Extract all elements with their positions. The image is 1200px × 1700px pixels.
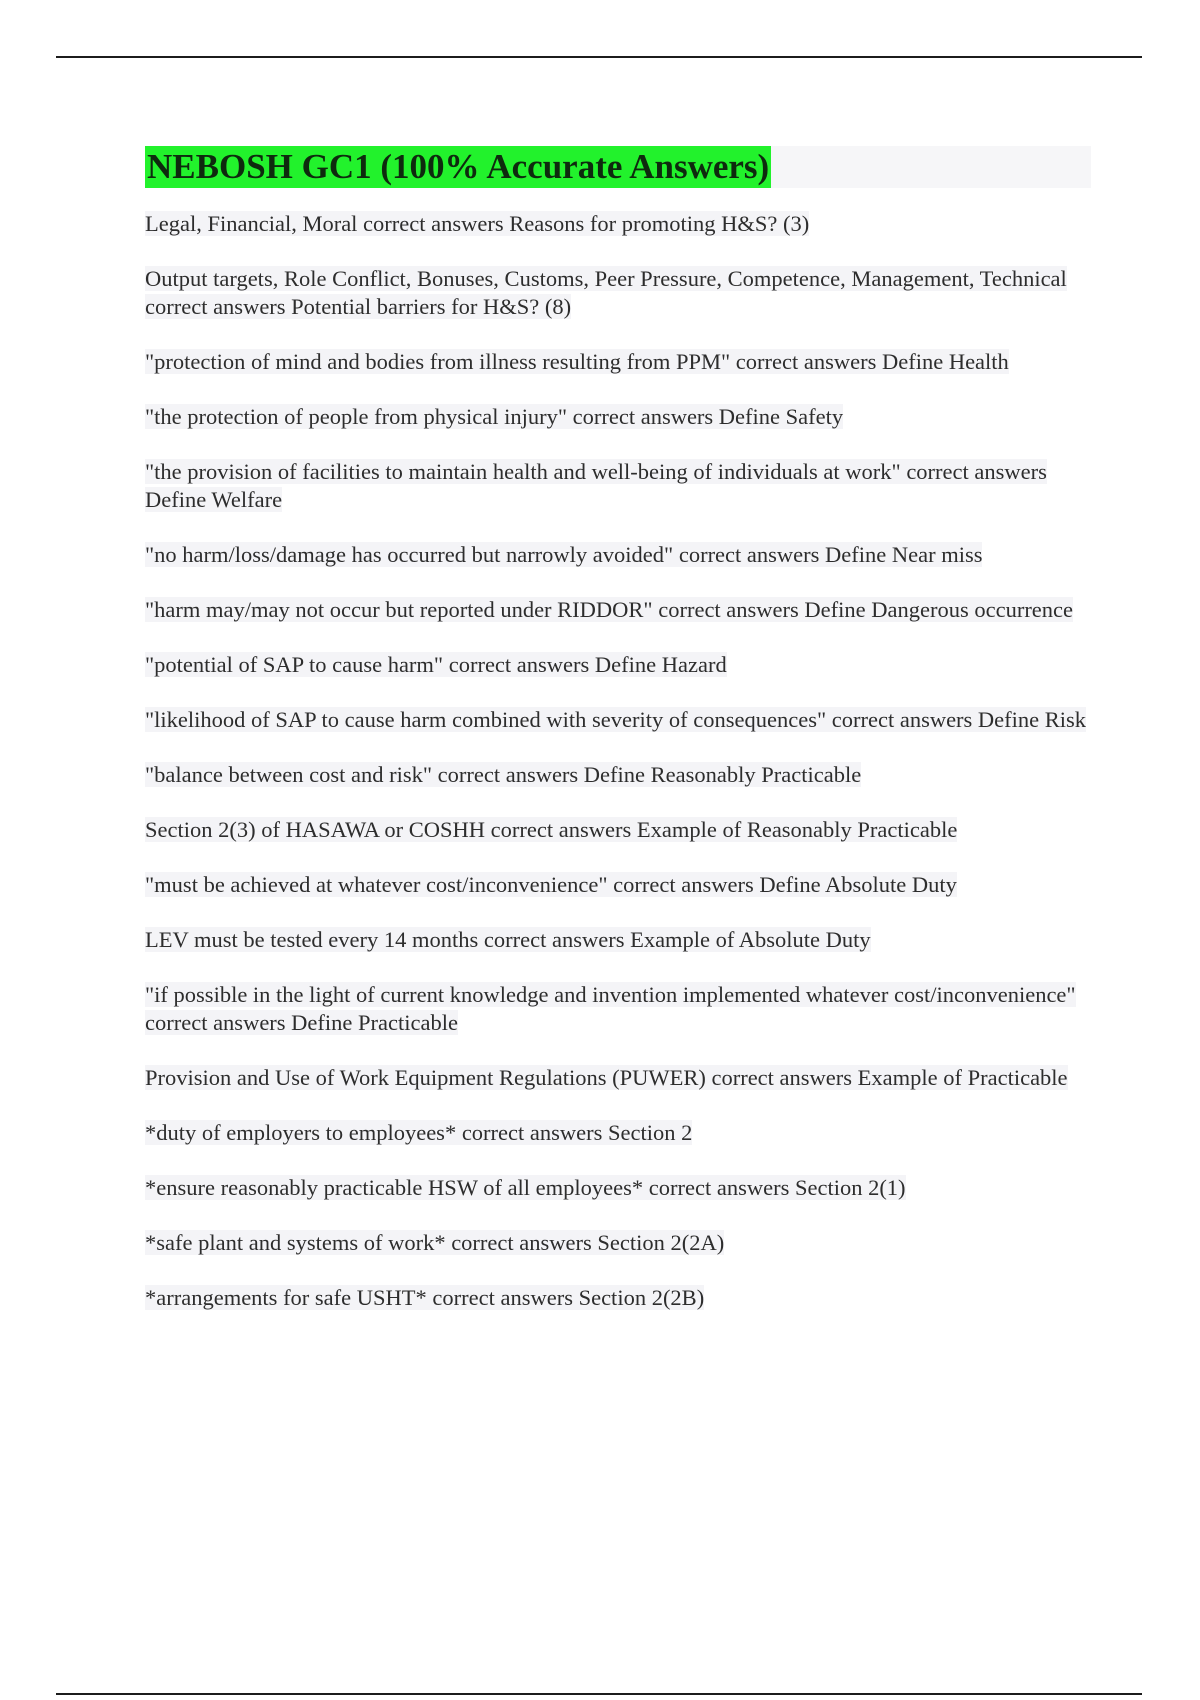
qa-item bbox=[145, 210, 1095, 238]
qa-item bbox=[145, 403, 1095, 431]
qa-text: Output targets, Role Conflict, Bonuses, Customs, Peer Pressure, Competence, Management, Technical correct answers Potential barriers for H&S? (8) bbox=[145, 266, 1067, 319]
qa-list bbox=[145, 210, 1095, 1339]
qa-text: "no harm/loss/damage has occurred but narrowly avoided" correct answers Define Near miss bbox=[145, 542, 983, 567]
qa-item bbox=[145, 1119, 1095, 1147]
qa-item bbox=[145, 1229, 1095, 1257]
qa-text: *arrangements for safe USHT* correct answers Section 2(2B) bbox=[145, 1285, 705, 1310]
qa-text: "balance between cost and risk" correct answers Define Reasonably Practicable bbox=[145, 762, 862, 787]
qa-text: "the protection of people from physical injury" correct answers Define Safety bbox=[145, 404, 844, 429]
qa-item bbox=[145, 1284, 1095, 1312]
qa-text: *safe plant and systems of work* correct answers Section 2(2A) bbox=[145, 1230, 725, 1255]
qa-item bbox=[145, 1174, 1095, 1202]
qa-text: Provision and Use of Work Equipment Regulations (PUWER) correct answers Example of Practicable bbox=[145, 1065, 1068, 1090]
qa-text: Section 2(3) of HASAWA or COSHH correct answers Example of Reasonably Practicable bbox=[145, 817, 958, 842]
qa-text: "if possible in the light of current knowledge and invention implemented whatever cost/inconvenience" correct answers Define Practicable bbox=[145, 982, 1076, 1035]
qa-text: "likelihood of SAP to cause harm combined with severity of consequences" correct answers Define Risk bbox=[145, 707, 1087, 732]
qa-text: *duty of employers to employees* correct answers Section 2 bbox=[145, 1120, 693, 1145]
qa-item bbox=[145, 981, 1095, 1037]
qa-item bbox=[145, 541, 1095, 569]
qa-item bbox=[145, 596, 1095, 624]
qa-text: *ensure reasonably practicable HSW of all employees* correct answers Section 2(1) bbox=[145, 1175, 906, 1200]
bottom-page-rule bbox=[56, 1693, 1142, 1695]
qa-text: Legal, Financial, Moral correct answers Reasons for promoting H&S? (3) bbox=[145, 211, 810, 236]
qa-item bbox=[145, 761, 1095, 789]
top-page-rule bbox=[56, 56, 1142, 58]
qa-item bbox=[145, 458, 1095, 514]
qa-item bbox=[145, 706, 1095, 734]
qa-text: "potential of SAP to cause harm" correct answers Define Hazard bbox=[145, 652, 727, 677]
page-title: NEBOSH GC1 (100% Accurate Answers) bbox=[147, 147, 770, 186]
qa-item bbox=[145, 265, 1095, 321]
qa-item bbox=[145, 348, 1095, 376]
qa-text: "the provision of facilities to maintain health and well-being of individuals at work" correct answers Define Welfare bbox=[145, 459, 1047, 512]
qa-text: "must be achieved at whatever cost/inconvenience" correct answers Define Absolute Duty bbox=[145, 872, 957, 897]
qa-item bbox=[145, 816, 1095, 844]
qa-text: LEV must be tested every 14 months correct answers Example of Absolute Duty bbox=[145, 927, 871, 952]
qa-item bbox=[145, 871, 1095, 899]
qa-item bbox=[145, 1064, 1095, 1092]
qa-text: "harm may/may not occur but reported under RIDDOR" correct answers Define Dangerous occurrence bbox=[145, 597, 1074, 622]
qa-item bbox=[145, 926, 1095, 954]
qa-text: "protection of mind and bodies from illness resulting from PPM" correct answers Define Health bbox=[145, 349, 1009, 374]
qa-item bbox=[145, 651, 1095, 679]
